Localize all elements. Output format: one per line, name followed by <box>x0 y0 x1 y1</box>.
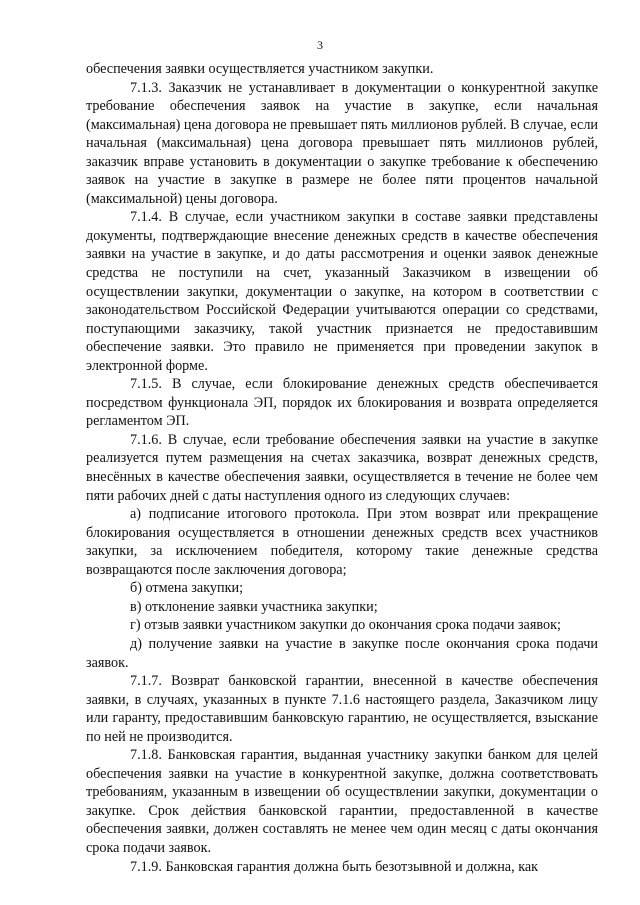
page-number: 3 <box>317 38 323 52</box>
document-body <box>86 60 598 876</box>
paragraph-7-1-5: 7.1.5. В случае, если блокирование денежных средств обеспечивается посредством функционала ЭП, порядок их блокирования и возврата определяется регламентом ЭП. <box>86 376 598 430</box>
paragraph-7-1-4: 7.1.4. В случае, если участником закупки в составе заявки представлены документы, подтверждающие внесение денежных средств в качестве обеспечения заявки на участие в закупке, и до даты рассмотрения и оценки заявок денежные средства не поступили на счет, указанный Заказчиком в извещении об осуществлении закупки, документации о закупке, на котором в соответствии с законодательством Российской Федерации учитываются операции со средствами, поступающими заказчику, такой участник признается не предоставившим обеспечение заявки. Это правило не применяется при проведении закупок в электронной форме. <box>86 209 598 374</box>
paragraph-7-1-3: 7.1.3. Заказчик не устанавливает в документации о конкурентной закупке требование обеспечения заявок на участие в закупке, если начальная (максимальная) цена договора не превышает пять миллионов рублей. В случае, если начальная (максимальная) цена договора превышает пять миллионов рублей, заказчик вправе установить в документации о закупке требование к обеспечению заявок на участие в закупке в размере не более пяти процентов начальной (максимальной) цены договора. <box>86 79 598 207</box>
list-item-d: д) получение заявки на участие в закупке после окончания срока подачи заявок. <box>86 635 598 671</box>
paragraph-7-1-9: 7.1.9. Банковская гарантия должна быть безотзывной и должна, как <box>130 858 539 875</box>
paragraph-7-1-7: 7.1.7. Возврат банковской гарантии, внесенной в качестве обеспечения заявки, в случаях, указанных в пункте 7.1.6 настоящего раздела, Заказчиком лицу или гаранту, предоставившим банковскую гарантию, не осуществляется, взыскание по ней не производится. <box>86 673 598 745</box>
paragraph-7-1-2-continuation: обеспечения заявки осуществляется участником закупки. <box>86 61 434 77</box>
paragraph-7-1-8: 7.1.8. Банковская гарантия, выданная участнику закупки банком для целей обеспечения заявки на участие в конкурентной закупке, должна соответствовать требованиям, указанным в извещении об осуществлении закупки, документации о закупке. Срок действия банковской гарантии, предоставленной в качестве обеспечения заявки, должен составлять не менее чем один месяц с даты окончания срока подачи заявок. <box>86 747 598 856</box>
list-item-g: г) отзыв заявки участником закупки до окончания срока подачи заявок; <box>130 617 561 634</box>
paragraph-7-1-6: 7.1.6. В случае, если требование обеспечения заявки на участие в закупке реализуется путем размещения на счетах заказчика, возврат денежных средств, внесённых в качестве обеспечения заявки, осуществляется в течение не более чем пяти рабочих дней с даты наступления одного из следующих случаев: <box>86 431 598 504</box>
list-item-b: б) отмена закупки; <box>130 580 244 597</box>
list-item-v: в) отклонение заявки участника закупки; <box>130 598 378 615</box>
list-item-a: а) подписание итогового протокола. При этом возврат или прекращение блокирования осуществляется в отношении денежных средств всех участников закупки, за исключением победителя, которому такие денежные средства возвращаются после заключения договора; <box>86 506 598 578</box>
